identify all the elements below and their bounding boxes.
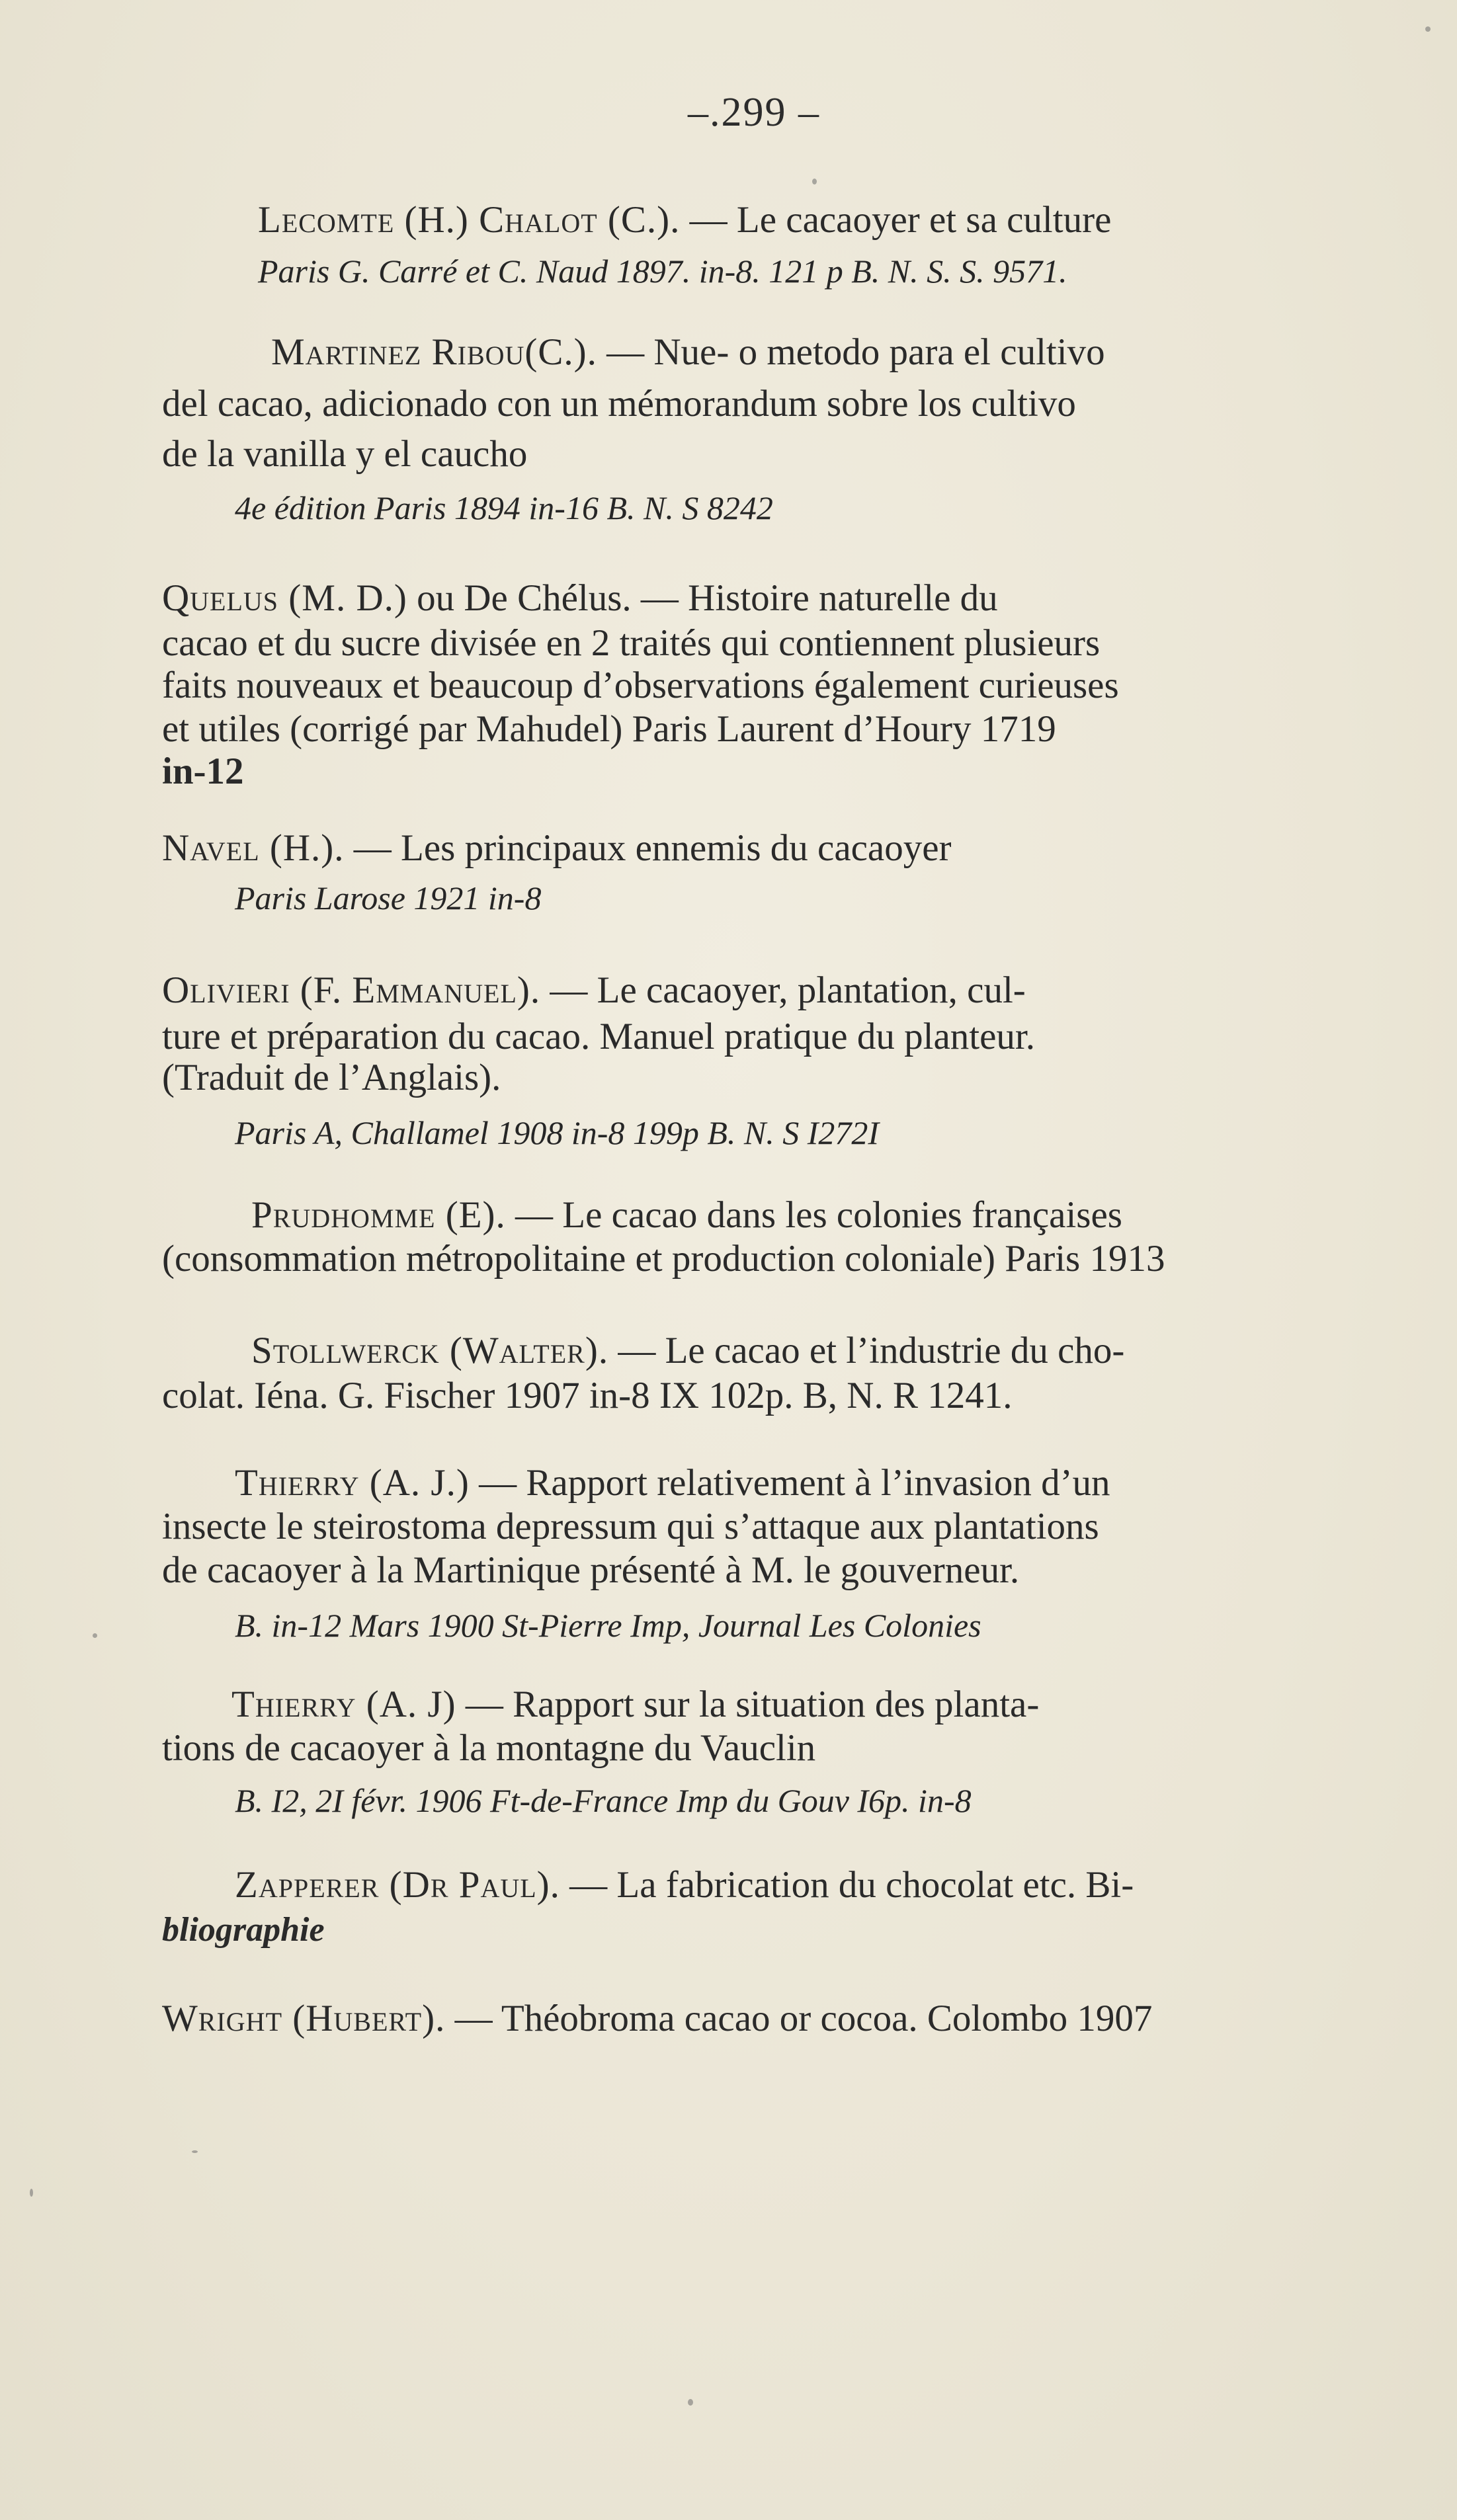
entry-author: Quelus (M. D.) (162, 577, 407, 619)
entry-text-line: — Rapport relativement à l’invasion d’un (479, 1462, 1110, 1504)
entry-reference: Paris Larose 1921 in-8 (235, 879, 542, 916)
scan-speck (688, 2399, 693, 2406)
entry-text-line: del cacao, adicionado con un mémorandum sobre los cultivo (162, 383, 1076, 425)
entry-text-line: et utiles (corrigé par Mahudel) Paris Laurent d’Houry 1719 (162, 708, 1056, 750)
entry-reference: 4e édition Paris 1894 in-16 B. N. S 8242 (235, 489, 773, 526)
entry-text-line: colat. Iéna. G. Fischer 1907 in-8 IX 102p. B, N. R 1241. (162, 1375, 1013, 1416)
scan-speck (1425, 26, 1431, 32)
entry-text-line: de la vanilla y el caucho (162, 433, 528, 475)
entry-text-line: bliographie (162, 1911, 325, 1949)
entry-author: Stollwerck (Walter). (251, 1330, 609, 1371)
scan-speck (192, 2150, 198, 2153)
entry-reference: Paris G. Carré et C. Naud 1897. in-8. 121 p B. N. S. S. 9571. (258, 253, 1067, 290)
entry-reference: B. I2, 2I févr. 1906 Ft-de-France Imp du Gouv I6p. in-8 (235, 1782, 972, 1819)
entry-text-line: — Nue- o metodo para el cultivo (606, 331, 1105, 373)
entry-text-line: ou De Chélus. — Histoire naturelle du (417, 577, 998, 619)
entry-text-line: de cacaoyer à la Martinique présenté à M. le gouverneur. (162, 1549, 1020, 1591)
entry-text-line: in-12 (162, 751, 244, 792)
entry-author: Martinez Ribou(C.). (271, 331, 597, 373)
entry-reference: B. in-12 Mars 1900 St-Pierre Imp, Journal Les Colonies (235, 1607, 981, 1644)
entry-text-line: — La fabrication du chocolat etc. Bi- (569, 1864, 1134, 1906)
entry-text-line: ture et préparation du cacao. Manuel pratique du planteur. (162, 1016, 1035, 1057)
entry-text-line: — Le cacao et l’industrie du cho- (618, 1330, 1125, 1371)
entry-author: Prudhomme (E). (251, 1194, 506, 1236)
entry-text-line: faits nouveaux et beaucoup d’observations également curieuses (162, 665, 1119, 706)
entry-text-line: — Le cacaoyer et sa culture (689, 199, 1112, 241)
entry-author: Navel (H.). (162, 827, 345, 869)
entry-author: Thierry (A. J.) (235, 1462, 470, 1504)
entry-text-line: (consommation métropolitaine et production coloniale) Paris 1913 (162, 1238, 1165, 1280)
entry-text-line: tions de cacaoyer à la montagne du Vauclin (162, 1727, 816, 1769)
entry-text-line: (Traduit de l’Anglais). (162, 1057, 501, 1098)
entry-reference: Paris A, Challamel 1908 in-8 199p B. N. S I272I (235, 1114, 880, 1151)
page-number: –.299 – (688, 90, 820, 135)
entry-author: Olivieri (F. Emmanuel). (162, 969, 541, 1011)
entry-text-line: cacao et du sucre divisée en 2 traités qui contiennent plusieurs (162, 622, 1101, 664)
entry-author: Wright (Hubert). (162, 1998, 446, 2039)
scan-speck (812, 179, 817, 184)
entry-author: Zapperer (Dr Paul). (235, 1864, 560, 1906)
scan-speck (30, 2189, 33, 2197)
scan-speck (93, 1633, 97, 1638)
entry-author: Thierry (A. J) (231, 1684, 456, 1725)
entry-text-line: — Rapport sur la situation des planta- (465, 1684, 1040, 1725)
entry-text-line: — Le cacao dans les colonies françaises (515, 1194, 1122, 1236)
entry-text-line: — Les principaux ennemis du cacaoyer (353, 827, 952, 869)
entry-text-line: — Théobroma cacao or cocoa. Colombo 1907 (454, 1998, 1153, 2039)
entry-text-line: — Le cacaoyer, plantation, cul- (550, 969, 1026, 1011)
entry-text-line: insecte le steirostoma depressum qui s’attaque aux plantations (162, 1506, 1099, 1547)
entry-author: Lecomte (H.) Chalot (C.). (258, 199, 681, 241)
